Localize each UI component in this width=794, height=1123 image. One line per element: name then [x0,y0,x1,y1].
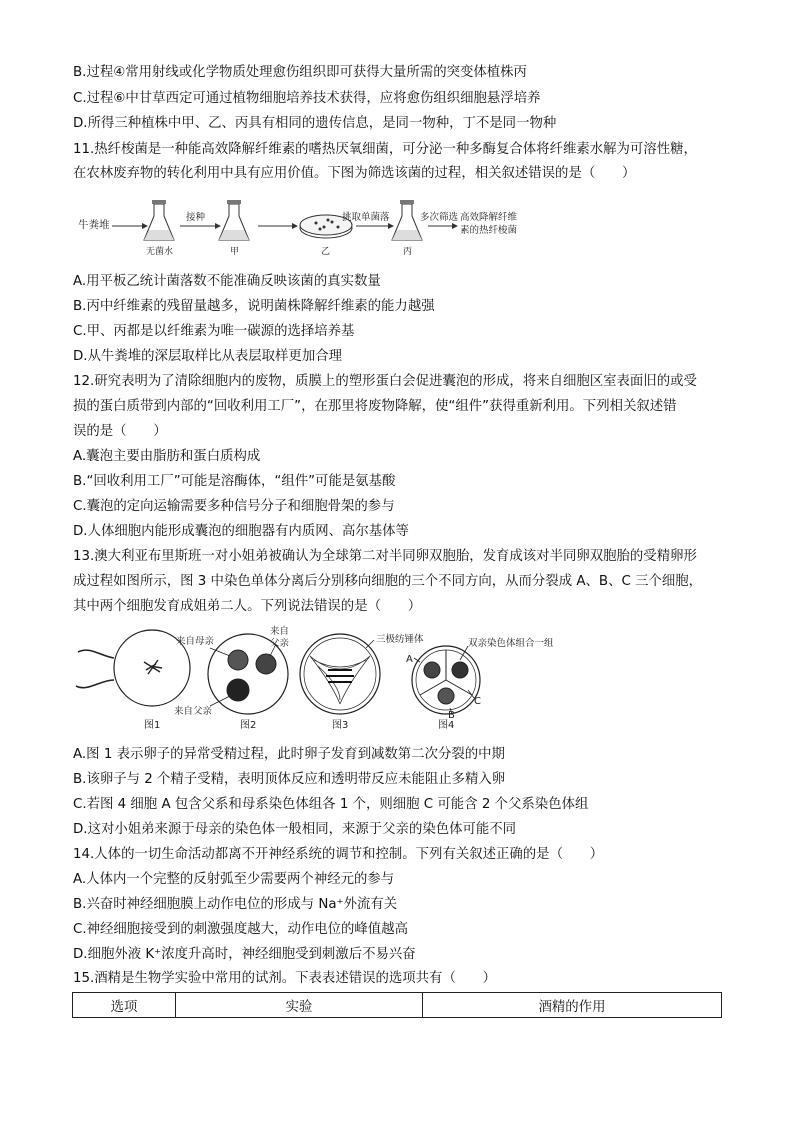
q12-stem-line2: 损的蛋白质带到内部的“回收利用工厂”，在那里将废物降解，使“组件”获得重新利用。下列相关叙述错 [73,399,677,414]
q14-option-a: A.人体内一个完整的反射弧至少需要两个神经元的参与 [73,872,395,887]
figure-1 [76,630,190,706]
alcohol-table [72,992,722,1018]
q13-option-a: A.图 1 表示卵子的异常受精过程，此时卵子发育到减数第二次分裂的中期 [73,747,505,762]
flask-bing [392,200,422,240]
arrow-screen: 多次筛选 [420,212,459,223]
flask2-label: 丙 [403,247,413,257]
q13-stem-line3: 其中两个细胞发育成姐弟二人。下列说法错误的是（ ） [73,599,422,614]
q13-stem-line2: 成过程如图所示，图 3 中染色单体分离后分别移向细胞的三个不同方向，从而分裂成 A、B、C 三个细胞， [73,574,703,589]
q11-option-a: A.用平板乙统计菌落数不能准确反映该菌的真实数量 [73,274,381,289]
cell-b-label: B [448,710,455,721]
col-experiment: 实验 [176,993,423,1018]
arrow-pick-colony: 挑取单菌落 [342,212,390,223]
q12-option-a: A.囊泡主要由脂肪和蛋白质构成 [73,449,261,464]
q14-stem: 14.人体的一切生命活动都离不开神经系统的调节和控制。下列有关叙述正确的是（ ） [73,847,604,862]
flask-jia [219,200,249,240]
figure-3 [300,634,380,714]
from-father-bottom: 来自父亲 [174,706,213,717]
q10-option-b: B.过程④常用射线或化学物质处理愈伤组织即可获得大量所需的突变体植株丙 [73,65,527,80]
q11-option-d: D.从牛粪堆的深层取样比从表层取样更加合理 [73,349,342,364]
parents-set-label: 双亲染色体组合一组 [468,638,554,649]
result-line2: 素的热纤梭菌 [460,225,518,236]
fig3-caption: 图3 [332,720,349,731]
q13-stem-line1: 13.澳大利亚布里斯班一对小姐弟被确认为全球第二对半同卵双胞胎，发育成该对半同卵双胞胎的受精卵形 [73,549,697,564]
table-header-row [73,993,722,1018]
flask-sterile-water [144,200,174,240]
plate-label: 乙 [321,247,331,257]
q11-option-b: B.丙中纤维素的残留量越多，说明菌株降解纤维素的能力越强 [73,299,435,314]
fertilization-figures [70,622,640,740]
fig1-caption: 图1 [144,720,161,731]
q13-option-b: B.该卵子与 2 个精子受精，表明顶体反应和透明带反应未能阻止多精入卵 [73,772,506,787]
q12-option-d: D.人体细胞内能形成囊泡的细胞器有内质网、高尔基体等 [73,524,409,539]
q10-option-c: C.过程⑥中甘草西定可通过植物细胞培养技术获得，应将愈伤组织细胞悬浮培养 [73,91,541,106]
flow-source: 牛粪堆 [78,219,110,231]
from-father-top-1: 来自 [270,626,290,637]
fig2-caption: 图2 [240,720,257,731]
cell-c-label: C [474,696,481,707]
col-alcohol-role: 酒精的作用 [423,993,722,1018]
q10-option-d: D.所得三种植株中甲、乙、丙具有相同的遗传信息，是同一物种，丁不是同一物种 [73,116,557,131]
figure-4 [412,646,480,714]
q14-option-d: D.细胞外液 K⁺浓度升高时，神经细胞受到刺激后不易兴奋 [73,947,416,962]
q14-option-b: B.兴奋时神经细胞膜上动作电位的形成与 Na⁺外流有关 [73,897,398,912]
q11-stem-line1: 11.热纤梭菌是一种能高效降解纤维素的嗜热厌氧细菌，可分泌一种多酶复合体将纤维素水解为可溶性糖， [73,142,697,157]
col-option: 选项 [73,993,176,1018]
q11-option-c: C.甲、丙都是以纤维素为唯一碳源的选择培养基 [73,324,355,339]
from-mother-label: 来自母亲 [176,636,215,647]
arrow-inoculate: 接种 [186,212,206,223]
fig4-caption: 图4 [438,720,455,731]
q12-option-b: B.“回收利用工厂”可能是溶酶体，“组件”可能是氨基酸 [73,474,396,489]
tripolar-spindle-label: 三极纺锤体 [376,634,424,645]
q13-option-c: C.若图 4 细胞 A 包含父系和母系染色体组各 1 个，则细胞 C 可能含 2 个父系染色体组 [73,797,589,812]
q14-option-c: C.神经细胞接受到的刺激强度越大，动作电位的峰值越高 [73,922,408,937]
screening-flow-diagram [70,196,720,266]
result-line1: 高效降解纤维 [460,212,518,223]
q13-option-d: D.这对小姐弟来源于母亲的染色体一般相同，来源于父亲的染色体可能不同 [73,822,517,837]
q15-stem: 15.酒精是生物学实验中常用的试剂。下表表述错误的选项共有（ ） [73,971,497,986]
from-father-top-2: 父亲 [270,638,290,649]
q12-stem-line1: 12.研究表明为了清除细胞内的废物，质膜上的塑形蛋白会促进囊泡的形成，将来自细胞区室表面旧的或受 [73,374,697,389]
cell-a-label: A [406,654,413,665]
q12-option-c: C.囊泡的定向运输需要多种信号分子和细胞骨架的参与 [73,499,395,514]
q11-stem-line2: 在农林废弃物的转化利用中具有应用价值。下图为筛选该菌的过程，相关叙述错误的是（ ） [73,166,636,181]
q12-stem-line3: 误的是（ ） [73,424,167,439]
flask0-label: 无菌水 [146,247,174,257]
flask1-label: 甲 [230,247,240,257]
